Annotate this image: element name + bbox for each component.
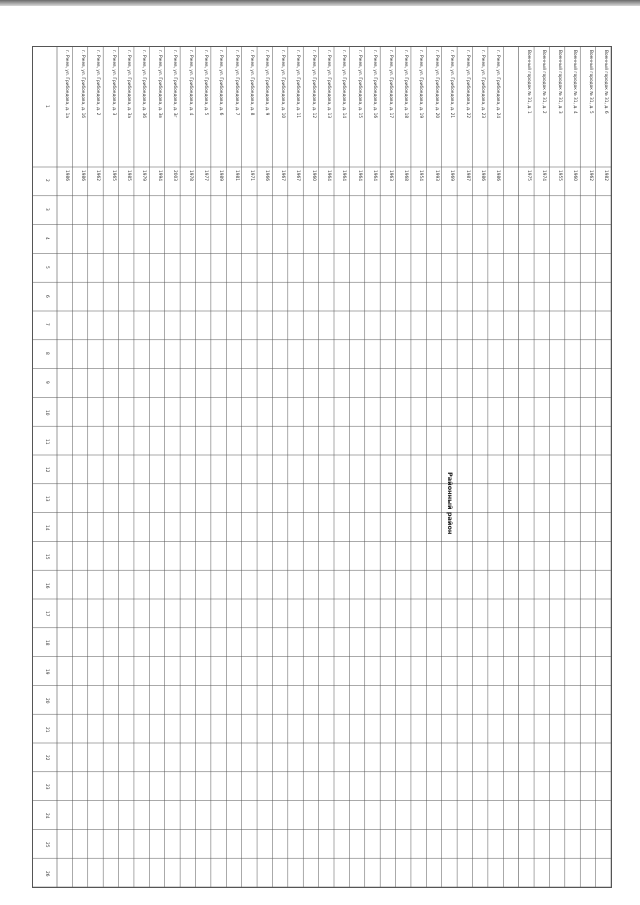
- column-number: 24: [44, 813, 49, 819]
- row-year: 1981: [233, 170, 239, 181]
- row-year: 1989: [218, 170, 224, 181]
- column-number: 22: [44, 755, 49, 761]
- row-address: г. Ржев, ул. Грибоедова, д. 1б: [79, 50, 85, 119]
- column-number: 9: [44, 381, 49, 384]
- row-year: 1964: [326, 170, 331, 181]
- column-number: 11: [44, 438, 49, 445]
- column-number: 23: [44, 784, 49, 790]
- column-number: 25: [44, 841, 49, 848]
- row-address: г. Ржев, ул. Грибоедова, д. 16: [372, 50, 378, 119]
- row-address: г. Ржев, ул. Грибоедова, д. 8: [249, 50, 255, 116]
- column-number: 14: [44, 525, 49, 531]
- row-address: г. Ржев, ул. Грибоедова, д. 20: [433, 50, 439, 119]
- row-year: 1960: [310, 170, 316, 181]
- row-year: 1955: [556, 170, 562, 181]
- column-number: 2: [44, 179, 49, 183]
- column-number: 19: [44, 669, 49, 675]
- column-number: 1: [44, 105, 49, 108]
- row-year: 1986: [479, 170, 485, 181]
- column-number: 21: [44, 726, 49, 733]
- row-address: г. Ржев, ул. Грибоедова, д. 14: [341, 50, 347, 119]
- column-number: 7: [44, 323, 49, 327]
- row-year: 1971: [249, 170, 255, 181]
- column-number: 5: [44, 265, 49, 269]
- row-year: 1978: [187, 170, 193, 181]
- column-number: 12: [44, 467, 49, 473]
- section-label: Районный район: [446, 472, 454, 535]
- row-year: 2003: [172, 170, 178, 181]
- column-number: 26: [44, 870, 49, 877]
- row-address: Военный городок № 31, д. 5: [587, 50, 593, 114]
- row-address: г. Ржев, ул. Грибоедова, д. 9: [264, 50, 270, 116]
- row-address: г. Ржев, ул. Грибоедова, д. 17: [387, 50, 393, 119]
- row-address: г. Ржев, ул. Грибоедова, д. 10: [279, 50, 285, 119]
- column-number: 4: [44, 237, 49, 240]
- row-address: Военный городок № 31, д. 2: [541, 50, 547, 114]
- row-address: Военный городок № 31, д. 3: [556, 50, 562, 114]
- row-year: 1986: [64, 170, 70, 181]
- row-year: 1969: [449, 170, 455, 181]
- row-address: г. Ржев, ул. Грибоедова, д. 11: [295, 50, 301, 119]
- row-year: 1986: [79, 170, 85, 181]
- row-address: г. Ржев, ул. Грибоедова, д. 5: [202, 50, 208, 116]
- row-address: г. Ржев, ул. Грибоедова, д. 23: [479, 50, 485, 119]
- row-year: 1960: [572, 170, 578, 181]
- row-address: г. Ржев, ул. Грибоедова, д. 18: [402, 50, 408, 119]
- row-address: г. Ржев, ул. Грибоедова, д. 1а: [64, 50, 70, 119]
- column-number: 10: [44, 409, 49, 416]
- column-number: 20: [44, 697, 49, 704]
- column-number: 3: [44, 208, 49, 211]
- row-address: г. Ржев, ул. Грибоедова, д. 3г: [172, 50, 178, 118]
- row-address: г. Ржев, ул. Грибоедова, д. 3а: [125, 50, 131, 119]
- row-year: 1975: [526, 170, 532, 181]
- row-year: 1962: [587, 170, 593, 181]
- column-number: 6: [44, 294, 49, 298]
- scan-top-edge: [0, 0, 640, 6]
- table-grid: [33, 47, 611, 887]
- row-address: г. Ржев, ул. Грибоедова, д. 15: [356, 50, 362, 119]
- row-address: Военный городок № 31, д. 1: [526, 50, 532, 114]
- row-address: г. Ржев, ул. Грибоедова, д. 12: [310, 50, 316, 119]
- row-address: г. Ржев, ул. Грибоедова, д. 3б: [141, 50, 147, 119]
- row-year: 1974: [541, 170, 547, 181]
- row-address: г. Ржев, ул. Грибоедова, д. 19: [418, 50, 424, 119]
- row-year: 1994: [156, 170, 162, 181]
- row-address: г. Ржев, ул. Грибоедова, д. 13: [326, 50, 331, 119]
- row-year: 1964: [341, 170, 347, 181]
- row-year: 1977: [202, 170, 208, 181]
- column-number: 17: [44, 611, 49, 617]
- row-address: Военный городок № 31, д. 6: [603, 50, 608, 114]
- row-year: 1965: [110, 170, 116, 181]
- row-year: 1967: [279, 170, 285, 181]
- row-year: 1962: [95, 170, 101, 181]
- row-address: г. Ржев, ул. Грибоедова, д. 3в: [156, 50, 162, 118]
- row-address: г. Ржев, ул. Грибоедова, д. 2: [95, 50, 101, 116]
- row-year: 1954: [418, 170, 424, 181]
- row-address: г. Ржев, ул. Грибоедова, д. 3: [110, 50, 116, 116]
- row-address: г. Ржев, ул. Грибоедова, д. 21: [449, 50, 455, 119]
- row-address: г. Ржев, ул. Грибоедова, д. 22: [464, 50, 470, 119]
- row-year: 1967: [295, 170, 301, 181]
- column-number: 15: [44, 553, 49, 560]
- row-year: 1963: [387, 170, 393, 181]
- registry-table: [32, 46, 612, 888]
- column-number: 8: [44, 352, 49, 355]
- row-year: 1979: [141, 170, 147, 181]
- row-address: г. Ржев, ул. Грибоедова, д. 4: [187, 50, 193, 116]
- row-address: Военный городок № 31, д. 4: [572, 50, 578, 114]
- row-year: 1968: [402, 170, 408, 181]
- row-year: 1982: [603, 170, 608, 181]
- column-number: 16: [44, 582, 49, 589]
- row-year: 1987: [464, 170, 470, 181]
- column-number: 13: [44, 496, 49, 502]
- row-year: 1993: [433, 170, 439, 181]
- row-address: г. Ржев, ул. Грибоедова, д. 24: [495, 50, 501, 119]
- row-year: 1964: [372, 170, 378, 181]
- row-address: г. Ржев, ул. Грибоедова, д. 6: [218, 50, 224, 116]
- row-year: 1986: [495, 170, 501, 181]
- row-year: 1985: [125, 170, 131, 181]
- row-year: 1964: [356, 170, 362, 181]
- row-year: 1966: [264, 170, 270, 181]
- row-address: г. Ржев, ул. Грибоедова, д. 7: [233, 50, 239, 116]
- column-number: 18: [44, 640, 49, 646]
